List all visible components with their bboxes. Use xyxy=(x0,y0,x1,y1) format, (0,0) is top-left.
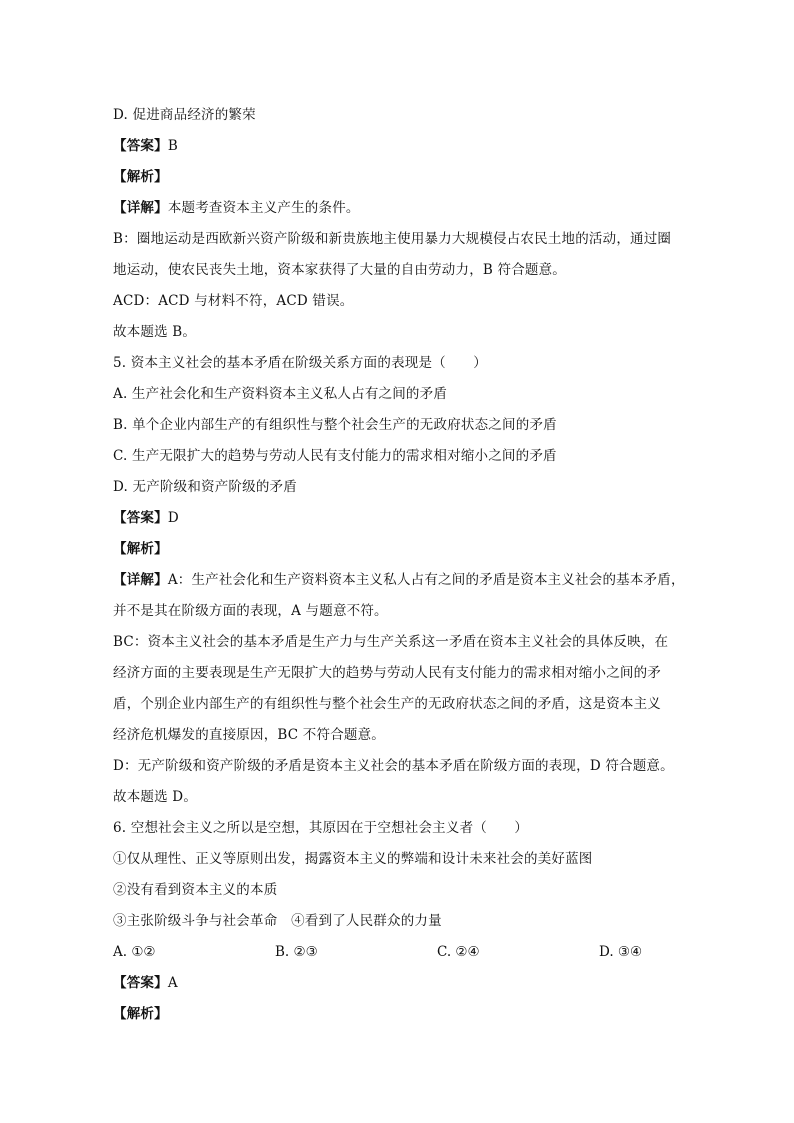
analysis-tag: 【解析】 xyxy=(113,169,168,185)
document-page xyxy=(113,100,693,1030)
q5-analysis-tag xyxy=(113,534,693,565)
q6-stem: 6. 空想社会主义之所以是空想，其原因在于空想社会主义者（ ） xyxy=(113,820,529,836)
q5-detail-a-line-1 xyxy=(113,565,693,596)
answer-tag: 【答案】 xyxy=(113,975,168,991)
q5-bc-line-4: 经济危机爆发的直接原因，BC 不符合题意。 xyxy=(113,727,385,743)
detail-tag: 【详解】 xyxy=(113,200,168,216)
q5-detail-a-line-2: 并不是其在阶级方面的表现，A 与题意不符。 xyxy=(113,603,388,619)
q4-conclusion: 故本题选 B。 xyxy=(113,324,197,340)
q5-bc-line-3: 盾，个别企业内部生产的有组织性与整个社会生产的无政府状态之间的矛盾，这是资本主义 xyxy=(113,696,661,712)
q4-option-d: D. 促进商品经济的繁荣 xyxy=(113,107,256,123)
q5-conclusion: 故本题选 D。 xyxy=(113,789,198,805)
answer-tag: 【答案】 xyxy=(113,510,168,526)
q5-option-a: A. 生产社会化和生产资料资本主义私人占有之间的矛盾 xyxy=(113,386,448,402)
analysis-tag: 【解析】 xyxy=(113,1006,168,1022)
q6-option-a: A. ①② xyxy=(113,944,156,960)
answer-value: A xyxy=(167,975,178,991)
detail-tag: 【详解】 xyxy=(113,572,168,588)
q4-answer xyxy=(113,131,693,162)
q4-detail xyxy=(113,193,693,224)
q4-acd: ACD：ACD 与材料不符，ACD 错误。 xyxy=(113,293,354,309)
q4-b-line-1: B：圈地运动是西欧新兴资产阶级和新贵族地主使用暴力大规模侵占农民土地的活动，通过圈 xyxy=(113,231,672,247)
q4-b-line-2: 地运动，使农民丧失土地，资本家获得了大量的自由劳动力，B 符合题意。 xyxy=(113,262,567,278)
q5-bc-line-1: BC：资本主义社会的基本矛盾是生产力与生产关系这一矛盾在资本主义社会的具体反映，在 xyxy=(113,634,669,650)
analysis-tag: 【解析】 xyxy=(113,541,168,557)
detail-text: 本题考查资本主义产生的条件。 xyxy=(167,200,360,216)
q6-options xyxy=(113,937,693,968)
q5-option-c: C. 生产无限扩大的趋势与劳动人民有支付能力的需求相对缩小之间的矛盾 xyxy=(113,448,557,464)
detail-text: A：生产社会化和生产资料资本主义私人占有之间的矛盾是资本主义社会的基本矛盾， xyxy=(167,572,685,588)
q5-bc-line-2: 经济方面的主要表现是生产无限扩大的趋势与劳动人民有支付能力的需求相对缩小之间的矛 xyxy=(113,665,661,681)
q6-analysis-tag xyxy=(113,999,693,1030)
q5-option-d: D. 无产阶级和资产阶级的矛盾 xyxy=(113,479,297,495)
q6-option-b: B. ②③ xyxy=(275,944,318,960)
q6-item-3-4: ③主张阶级斗争与社会革命 ④看到了人民群众的力量 xyxy=(113,913,442,929)
q6-item-2: ②没有看到资本主义的本质 xyxy=(113,882,278,898)
q4-analysis-tag xyxy=(113,162,693,193)
q6-answer xyxy=(113,968,693,999)
q5-d: D：无产阶级和资产阶级的矛盾是资本主义社会的基本矛盾在阶级方面的表现，D 符合题意。 xyxy=(113,758,674,774)
q6-option-d: D. ③④ xyxy=(599,944,643,960)
q5-answer xyxy=(113,503,693,534)
q6-option-c: C. ②④ xyxy=(437,944,480,960)
answer-tag: 【答案】 xyxy=(113,138,168,154)
answer-value: D xyxy=(167,510,179,526)
q6-item-1: ①仅从理性、正义等原则出发，揭露资本主义的弊端和设计未来社会的美好蓝图 xyxy=(113,851,593,867)
answer-value: B xyxy=(167,138,178,154)
q5-stem: 5. 资本主义社会的基本矛盾在阶级关系方面的表现是（ ） xyxy=(113,355,487,371)
q5-option-b: B. 单个企业内部生产的有组织性与整个社会生产的无政府状态之间的矛盾 xyxy=(113,417,557,433)
